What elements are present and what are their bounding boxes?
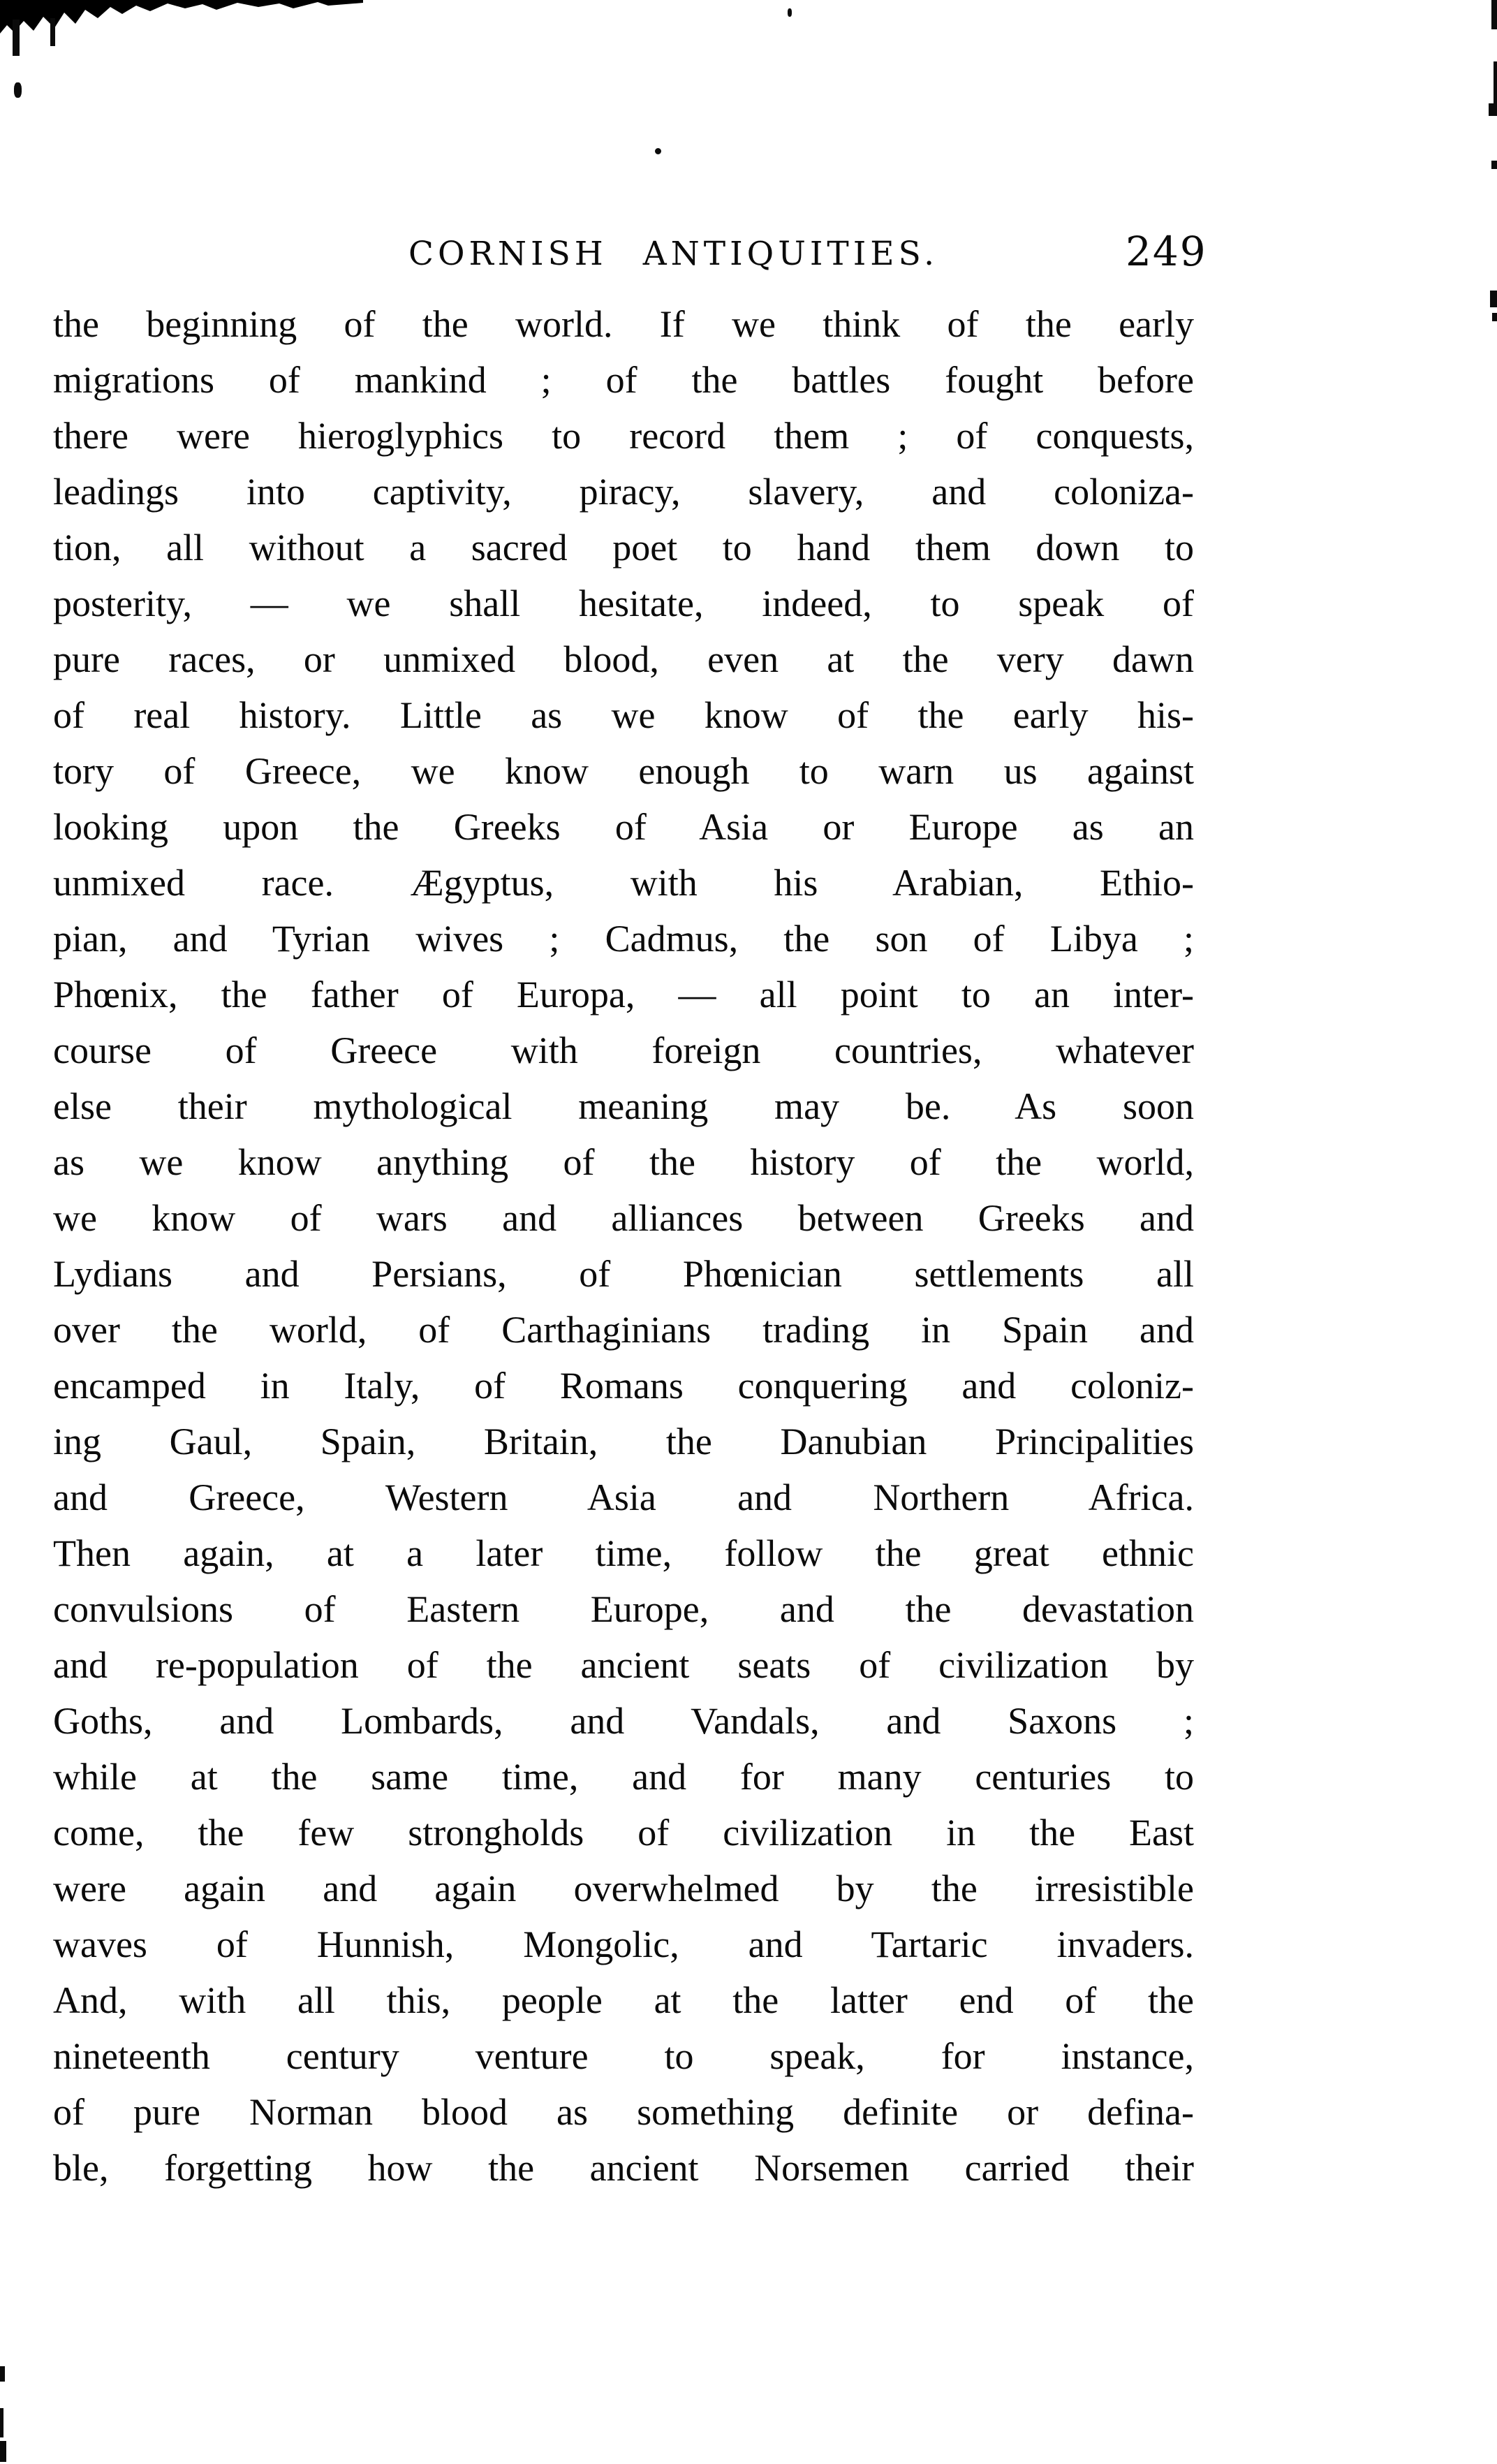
text-line: there were hieroglyphics to record them ; of conquests, (53, 415, 1194, 457)
page-number: 249 (1126, 228, 1207, 275)
text-line: while at the same time, and for many centuries to (53, 1756, 1194, 1798)
scan-artifact-edge-mark (1491, 161, 1497, 169)
text-line: the beginning of the world. If we think of the early (53, 303, 1194, 345)
text-line: of pure Norman blood as something definite or defina- (53, 2091, 1194, 2133)
scan-artifact-ink-spot (655, 148, 661, 154)
text-line: leadings into captivity, piracy, slavery, and coloniza- (53, 471, 1194, 513)
text-line: waves of Hunnish, Mongolic, and Tartaric invaders. (53, 1923, 1194, 1965)
text-line: ing Gaul, Spain, Britain, the Danubian Principalities (53, 1421, 1194, 1462)
text-line: were again and again overwhelmed by the irresistible (53, 1868, 1194, 1909)
text-line: as we know anything of the history of the world, (53, 1141, 1194, 1183)
text-line: pian, and Tyrian wives ; Cadmus, the son of Libya ; (53, 918, 1194, 960)
text-line: unmixed race. Ægyptus, with his Arabian, Ethio- (53, 862, 1194, 904)
scan-artifact-ink-drip (13, 20, 20, 56)
text-line: and Greece, Western Asia and Northern Africa. (53, 1476, 1194, 1518)
scan-artifact-edge-mark (0, 2366, 5, 2382)
text-line: Goths, and Lombards, and Vandals, and Saxons ; (53, 1700, 1194, 1742)
text-line: come, the few strongholds of civilization in the East (53, 1812, 1194, 1854)
scan-artifact-ink-spot (14, 82, 22, 98)
scan-artifact-edge-mark (1490, 291, 1497, 307)
body-text (53, 296, 1194, 2196)
scan-artifact-edge-mark (0, 2441, 6, 2462)
scan-artifact-ink-drip (50, 18, 55, 46)
text-line: Phœnix, the father of Europa, — all point to an inter- (53, 974, 1194, 1015)
scan-artifact-edge-mark (1494, 61, 1497, 105)
text-line: nineteenth century venture to speak, for instance, (53, 2035, 1194, 2077)
scan-artifact-edge-mark (1492, 313, 1497, 321)
text-line: pure races, or unmixed blood, even at the very dawn (53, 638, 1194, 680)
scan-artifact-edge-mark (0, 2408, 3, 2437)
text-line: of real history. Little as we know of the early his- (53, 694, 1194, 736)
running-title: CORNISH ANTIQUITIES. (408, 235, 939, 273)
text-line: course of Greece with foreign countries, whatever (53, 1029, 1194, 1071)
text-line: ble, forgetting how the ancient Norsemen carried their (53, 2147, 1194, 2189)
text-line: looking upon the Greeks of Asia or Europe as an (53, 806, 1194, 848)
text-line: And, with all this, people at the latter end of the (53, 1979, 1194, 2021)
text-line: encamped in Italy, of Romans conquering and coloniz- (53, 1365, 1194, 1407)
text-line: migrations of mankind ; of the battles fought before (53, 359, 1194, 401)
scan-artifact-edge-mark (1491, 0, 1497, 29)
text-line: Lydians and Persians, of Phœnician settlements all (53, 1253, 1194, 1295)
text-line: posterity, — we shall hesitate, indeed, to speak of (53, 582, 1194, 624)
scan-artifact-ink-spot (788, 8, 792, 17)
text-line: convulsions of Eastern Europe, and the devastation (53, 1588, 1194, 1630)
text-line: else their mythological meaning may be. As soon (53, 1085, 1194, 1127)
text-line: Then again, at a later time, follow the great ethnic (53, 1532, 1194, 1574)
scan-artifact-edge-mark (1489, 103, 1497, 116)
text-line: and re-population of the ancient seats of civilization by (53, 1644, 1194, 1686)
text-line: tory of Greece, we know enough to warn us against (53, 750, 1194, 792)
text-line: we know of wars and alliances between Greeks and (53, 1197, 1194, 1239)
text-line: over the world, of Carthaginians trading in Spain and (53, 1309, 1194, 1351)
text-line: tion, all without a sacred poet to hand them down to (53, 527, 1194, 569)
